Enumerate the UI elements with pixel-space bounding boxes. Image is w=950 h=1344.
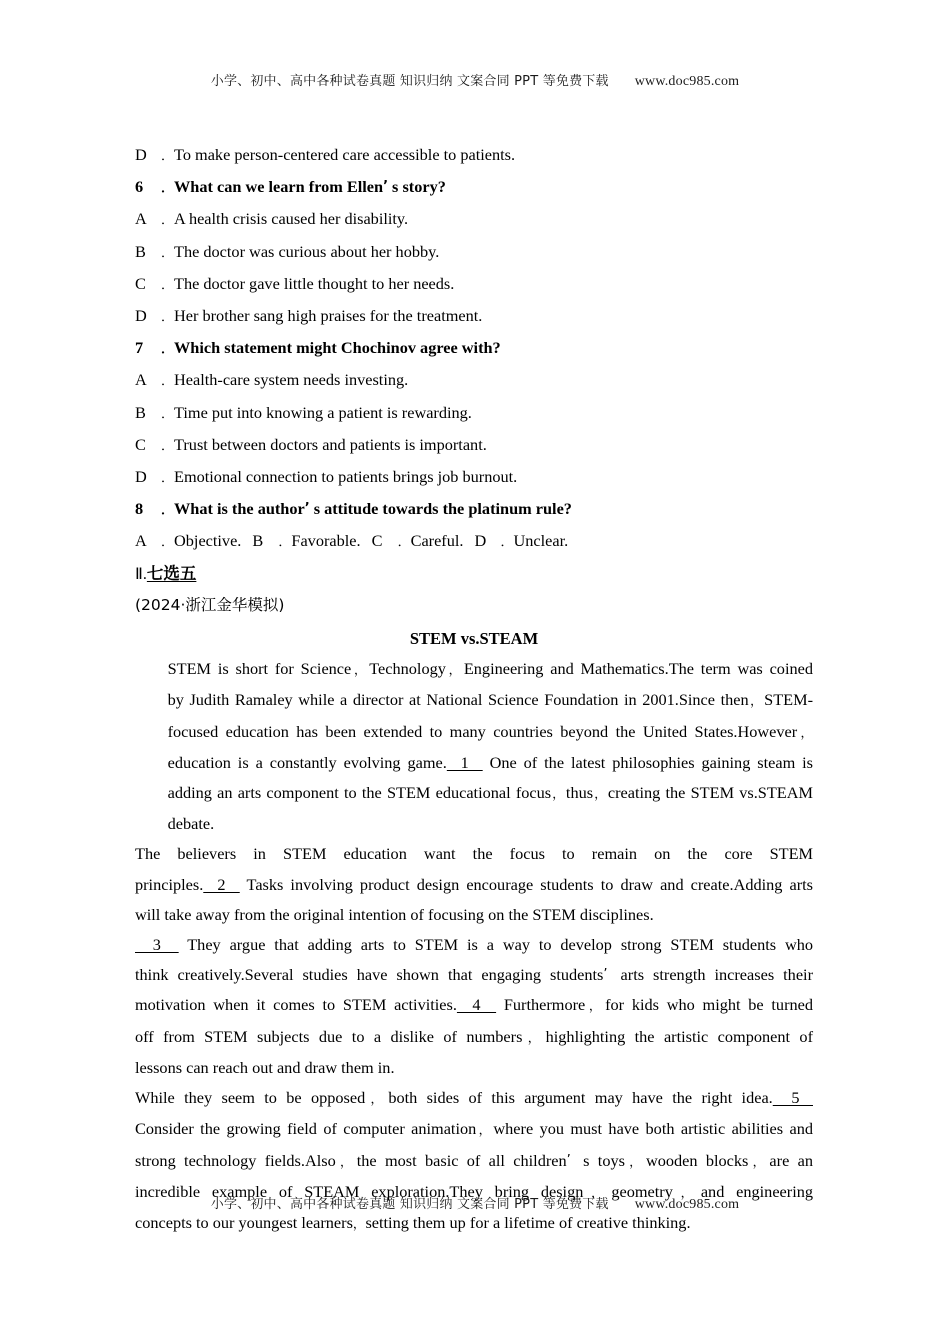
paragraph-line: think creatively.Several studies have shown that engaging students’ arts strength increases their bbox=[135, 965, 813, 985]
section-numeral-dot: . bbox=[142, 565, 147, 583]
paragraph-line: strong technology fields.Also，the most basic of all children’ s toys，wooden blocks，are an bbox=[135, 1150, 813, 1170]
option-text: Trust between doctors and patients is important. bbox=[174, 434, 487, 454]
paragraph-line: While they seem to be opposed，both sides of this argument may have the right idea. 5 bbox=[135, 1088, 813, 1108]
question-number-dot: ． bbox=[161, 503, 175, 519]
header-website-url: www.doc985.com bbox=[634, 74, 740, 89]
option-marker: B bbox=[252, 531, 264, 551]
footer-website-url: www.doc985.com bbox=[634, 1197, 740, 1212]
answer-option bbox=[135, 301, 813, 333]
option-marker-dot: ． bbox=[161, 277, 175, 293]
cjk-comma: ， bbox=[797, 724, 813, 740]
option-marker: C bbox=[135, 434, 146, 454]
answer-option bbox=[135, 365, 813, 397]
passage-paragraph-2 bbox=[135, 839, 813, 930]
option-marker: D bbox=[474, 531, 487, 551]
cjk-comma: ， bbox=[624, 1153, 646, 1169]
question-stem bbox=[135, 333, 813, 365]
option-text: The doctor was curious about her hobby. bbox=[174, 241, 440, 261]
option-text: Time put into knowing a patient is rewarding. bbox=[174, 402, 472, 422]
option-marker-dot: ． bbox=[500, 535, 514, 551]
paragraph-line: adding an arts component to the STEM educational focus，thus，creating the STEM vs.STEAM bbox=[167, 783, 813, 803]
cjk-comma: ， bbox=[672, 1184, 701, 1200]
option-marker-dot: ． bbox=[161, 213, 175, 229]
passage-paragraph-4 bbox=[135, 1083, 813, 1239]
footer-promo-text: 小学、初中、高中各种试卷真题 知识归纳 文案合同 PPT 等免费下载 bbox=[210, 1197, 609, 1212]
question-number-dot: ． bbox=[161, 181, 175, 197]
option-marker-dot: ． bbox=[161, 438, 175, 454]
option-marker: A bbox=[135, 370, 147, 390]
cjk-comma: ， bbox=[335, 1153, 357, 1169]
answer-option bbox=[135, 269, 813, 301]
apostrophe-glyph: ’ bbox=[304, 501, 310, 517]
option-text: A health crisis caused her disability. bbox=[174, 209, 409, 229]
section-roman-numeral: Ⅱ bbox=[135, 565, 143, 583]
section-heading bbox=[135, 559, 813, 590]
question-number: 7 bbox=[135, 338, 144, 358]
paragraph-line: concepts to our youngest learners，setting them up for a lifetime of creative thinking. bbox=[135, 1212, 691, 1232]
paragraph-line: by Judith Ramaley while a director at National Science Foundation in 2001.Since then，STEM- bbox=[167, 690, 813, 710]
paragraph-line: motivation when it comes to STEM activities. 4 Furthermore，for kids who might be turned bbox=[135, 995, 814, 1015]
option-text: The doctor gave little thought to her needs. bbox=[174, 273, 455, 293]
cjk-comma: ， bbox=[585, 998, 606, 1014]
paragraph-line: education is a constantly evolving game. 1 One of the latest philosophies gaining steam is bbox=[167, 752, 814, 772]
passage-title: STEM vs.STEAM bbox=[409, 629, 539, 649]
option-marker-dot: ． bbox=[397, 535, 411, 551]
cjk-comma: ， bbox=[445, 662, 464, 678]
paragraph-line: off from STEM subjects due to a dislike of numbers，highlighting the artistic component of bbox=[135, 1026, 813, 1046]
option-marker: A bbox=[135, 209, 147, 229]
answer-option bbox=[135, 398, 813, 430]
option-marker-dot: ． bbox=[161, 245, 175, 261]
cjk-comma: ， bbox=[593, 786, 608, 802]
question-stem bbox=[135, 494, 813, 526]
cjk-comma: ， bbox=[551, 786, 566, 802]
option-marker-dot: ． bbox=[161, 406, 175, 422]
answer-option bbox=[135, 237, 813, 269]
answer-option bbox=[135, 140, 813, 172]
paragraph-line: focused education has been extended to many countries beyond the United States.However， bbox=[167, 721, 813, 741]
option-marker-dot: ． bbox=[161, 310, 175, 326]
inline-answer-options bbox=[135, 526, 813, 558]
cjk-comma: ， bbox=[352, 1215, 366, 1231]
option-marker: A bbox=[135, 531, 147, 551]
paragraph-line: incredible example of STEAM exploration.They bring design，geometry，and engineering bbox=[135, 1181, 813, 1201]
apostrophe-glyph: ’ bbox=[566, 1152, 571, 1168]
cjk-comma: ， bbox=[476, 1122, 494, 1138]
option-marker-dot: ． bbox=[278, 535, 292, 551]
answer-option bbox=[135, 430, 813, 462]
question-text-before-apostrophe: What is the author bbox=[174, 499, 305, 519]
fill-in-blank[interactable]: 4 bbox=[456, 995, 497, 1015]
cjk-comma: ， bbox=[365, 1091, 389, 1107]
paragraph-line: lessons can reach out and draw them in. bbox=[135, 1057, 395, 1077]
option-text: Objective. bbox=[174, 531, 242, 551]
option-text: To make person-centered care accessible to patients. bbox=[174, 145, 516, 164]
question-stem bbox=[135, 172, 813, 204]
cjk-comma: ， bbox=[748, 693, 765, 709]
header-promo-text: 小学、初中、高中各种试卷真题 知识归纳 文案合同 PPT 等免费下载 bbox=[210, 74, 609, 89]
question-text-after-apostrophe: s story? bbox=[392, 177, 446, 197]
option-marker: D bbox=[135, 467, 147, 487]
answer-option bbox=[135, 204, 813, 236]
section-source-attribution: (2024·浙江金华模拟) bbox=[135, 595, 285, 614]
passage-paragraph-1 bbox=[135, 654, 813, 839]
option-marker-dot: ． bbox=[161, 535, 175, 551]
option-marker: B bbox=[135, 402, 146, 422]
option-text: Favorable. bbox=[291, 531, 361, 551]
question-number-dot: ． bbox=[161, 342, 175, 358]
option-marker-dot: ． bbox=[161, 149, 175, 164]
paragraph-line: debate. bbox=[167, 814, 215, 834]
paragraph-line: Consider the growing field of computer animation，where you must have both artistic abilities and bbox=[135, 1119, 814, 1139]
option-text: Unclear. bbox=[513, 531, 569, 551]
option-marker-dot: ． bbox=[161, 374, 175, 390]
paragraph-line: The believers in STEM education want the focus to remain on the core STEM bbox=[135, 844, 813, 864]
content-column bbox=[135, 140, 813, 1239]
fill-in-blank[interactable]: 2 bbox=[203, 874, 240, 894]
fill-in-blank[interactable]: 5 bbox=[772, 1088, 813, 1108]
passage-paragraph-3 bbox=[135, 930, 813, 1083]
cjk-comma: ， bbox=[748, 1153, 770, 1169]
section-title: 七选五 bbox=[146, 563, 197, 583]
option-marker: D bbox=[135, 145, 147, 164]
question-text-before-apostrophe: What can we learn from Ellen bbox=[174, 177, 384, 197]
option-marker: C bbox=[371, 531, 383, 551]
page-footer-runner bbox=[0, 1193, 950, 1213]
cjk-comma: ， bbox=[583, 1184, 612, 1200]
page-header-runner bbox=[0, 70, 950, 90]
question-number: 6 bbox=[135, 177, 144, 197]
cjk-comma: ， bbox=[522, 1029, 546, 1045]
apostrophe-glyph: ’ bbox=[383, 179, 389, 195]
fill-in-blank[interactable]: 3 bbox=[135, 935, 179, 955]
paragraph-line: STEM is short for Science，Technology，Engineering and Mathematics.The term was coined bbox=[167, 659, 813, 679]
question-text-after-apostrophe: s attitude towards the platinum rule? bbox=[313, 499, 572, 519]
option-marker: B bbox=[135, 241, 146, 261]
option-text: Health-care system needs investing. bbox=[174, 370, 409, 390]
option-marker-dot: ． bbox=[161, 471, 175, 487]
option-text: Careful. bbox=[410, 531, 464, 551]
option-marker: C bbox=[135, 273, 146, 293]
option-text: Her brother sang high praises for the treatment. bbox=[174, 306, 483, 326]
question-number: 8 bbox=[135, 499, 144, 519]
option-marker: D bbox=[135, 306, 147, 326]
paragraph-line: principles. 2 Tasks involving product design encourage students to draw and create.Adding arts bbox=[135, 874, 814, 894]
answer-option bbox=[135, 462, 813, 494]
fill-in-blank[interactable]: 1 bbox=[446, 752, 483, 772]
paragraph-line: 3 They argue that adding arts to STEM is a way to develop strong STEM students who bbox=[135, 935, 813, 955]
cjk-comma: ， bbox=[351, 662, 370, 678]
question-text: Which statement might Chochinov agree with? bbox=[174, 338, 501, 358]
option-text: Emotional connection to patients brings job burnout. bbox=[174, 467, 518, 487]
paragraph-line: will take away from the original intention of focusing on the STEM disciplines. bbox=[135, 904, 654, 924]
apostrophe-glyph: ’ bbox=[603, 967, 608, 983]
